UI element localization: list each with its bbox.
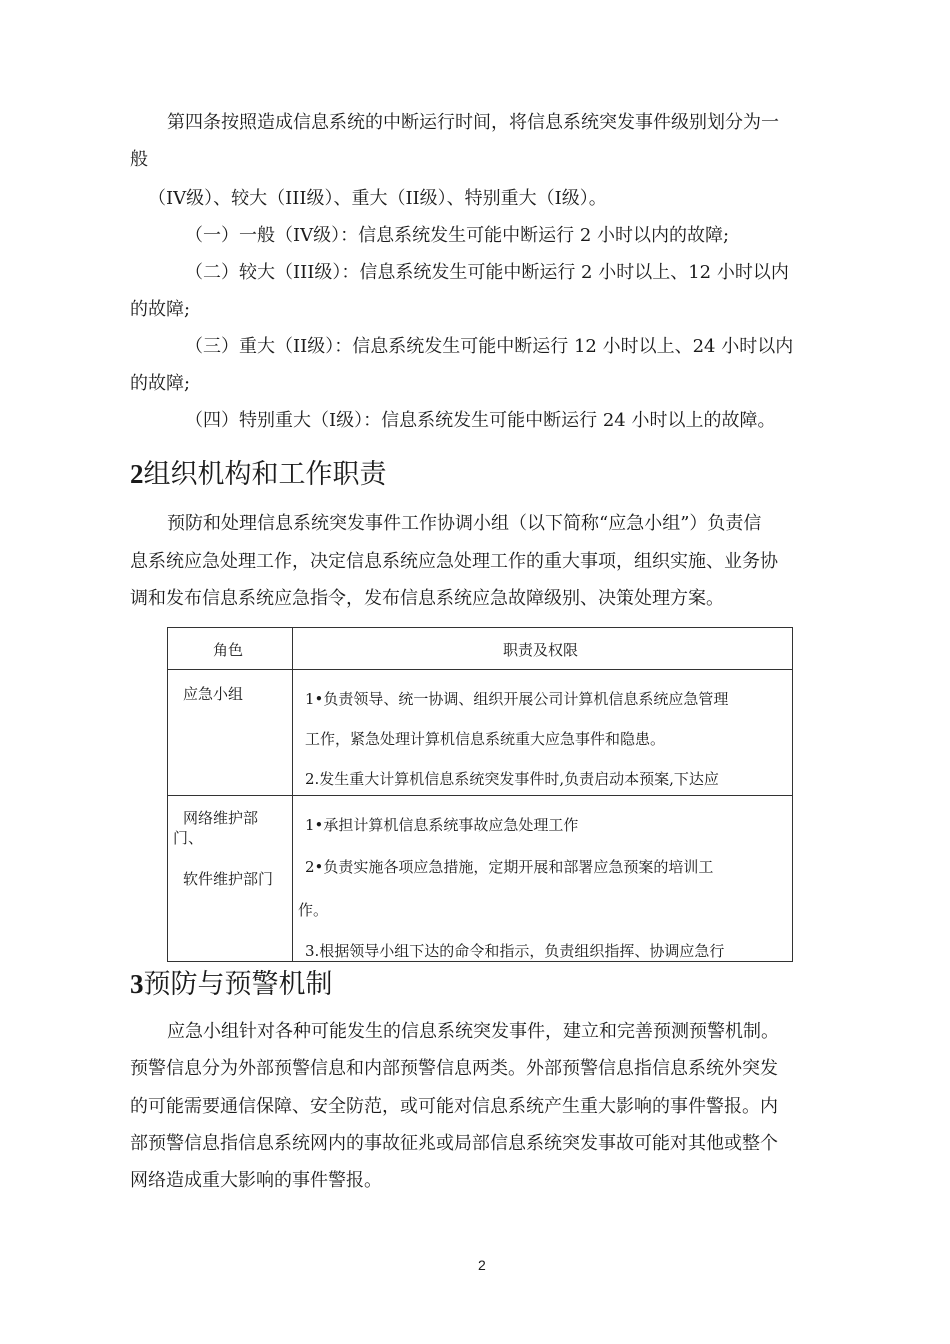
table-cell-role: 门、 <box>173 829 204 847</box>
table-cell-role: 应急小组 <box>183 685 244 703</box>
page-number: 2 <box>478 1257 486 1273</box>
list-item-cont: 的故障; <box>130 299 191 320</box>
section-heading <box>130 966 333 1003</box>
para-line: 预警信息分为外部预警信息和内部预警信息两类。外部预警信息指信息系统外突发 <box>130 1058 778 1079</box>
table-cell-duty: 作。 <box>298 901 329 919</box>
list-item: （三）重大（II级）：信息系统发生可能中断运行 12 小时以上、24 小时以内 <box>185 336 794 357</box>
section-title: 组织机构和工作职责 <box>143 459 387 490</box>
list-item: （二）较大（III级）：信息系统发生可能中断运行 2 小时以上、12 小时以内 <box>185 262 789 283</box>
para-line: 调和发布信息系统应急指令，发布信息系统应急故障级别、决策处理方案。 <box>130 588 724 609</box>
table-divider <box>168 795 792 796</box>
table-cell-role: 网络维护部 <box>183 809 259 827</box>
table-cell-duty: 2•负责实施各项应急措施，定期开展和部署应急预案的培训工 <box>305 858 714 876</box>
para-line: 部预警信息指信息系统网内的事故征兆或局部信息系统突发事故可能对其他或整个 <box>130 1133 778 1154</box>
section-number: 3 <box>130 969 144 999</box>
para-line: 应急小组针对各种可能发生的信息系统突发事件，建立和完善预测预警机制。 <box>167 1021 779 1042</box>
para-line: 般 <box>130 149 148 170</box>
table-cell-duty: 2.发生重大计算机信息系统突发事件时,负责启动本预案,下达应 <box>305 770 719 788</box>
section-number: 2 <box>130 459 144 489</box>
table-cell-duty: 工作，紧急处理计算机信息系统重大应急事件和隐患。 <box>305 730 666 748</box>
list-item-cont: 的故障; <box>130 373 191 394</box>
para-line: 第四条按照造成信息系统的中断运行时间，将信息系统突发事件级别划分为一 <box>167 112 779 133</box>
list-item: （一）一般（IV级）：信息系统发生可能中断运行 2 小时以内的故障; <box>185 225 730 246</box>
para-line: 预防和处理信息系统突发事件工作协调小组（以下简称“应急小组”）负责信 <box>167 513 762 534</box>
table-cell-duty: 3.根据领导小组下达的命令和指示，负责组织指挥、协调应急行 <box>305 942 725 960</box>
section-title: 预防与预警机制 <box>143 969 333 1000</box>
para-line: 息系统应急处理工作，决定信息系统应急处理工作的重大事项，组织实施、业务协 <box>130 551 778 572</box>
table-divider <box>168 669 792 670</box>
table-cell-duty: 1•承担计算机信息系统事故应急处理工作 <box>305 816 579 834</box>
para-line: （IV级）、较大（III级）、重大（II级）、特别重大（I级）。 <box>148 188 607 209</box>
list-item: （四）特别重大（I级）：信息系统发生可能中断运行 24 小时以上的故障。 <box>185 410 776 431</box>
section-heading <box>130 456 387 493</box>
table-cell-duty: 1•负责领导、统一协调、组织开展公司计算机信息系统应急管理 <box>305 690 729 708</box>
para-line: 的可能需要通信保障、安全防范，或可能对信息系统产生重大影响的事件警报。内 <box>130 1096 778 1117</box>
table-cell-role: 软件维护部门 <box>183 870 274 888</box>
table-header-duty: 职责及权限 <box>503 641 579 659</box>
para-line: 网络造成重大影响的事件警报。 <box>130 1170 382 1191</box>
table-header-role: 角色 <box>213 641 244 659</box>
responsibility-table <box>167 627 793 962</box>
